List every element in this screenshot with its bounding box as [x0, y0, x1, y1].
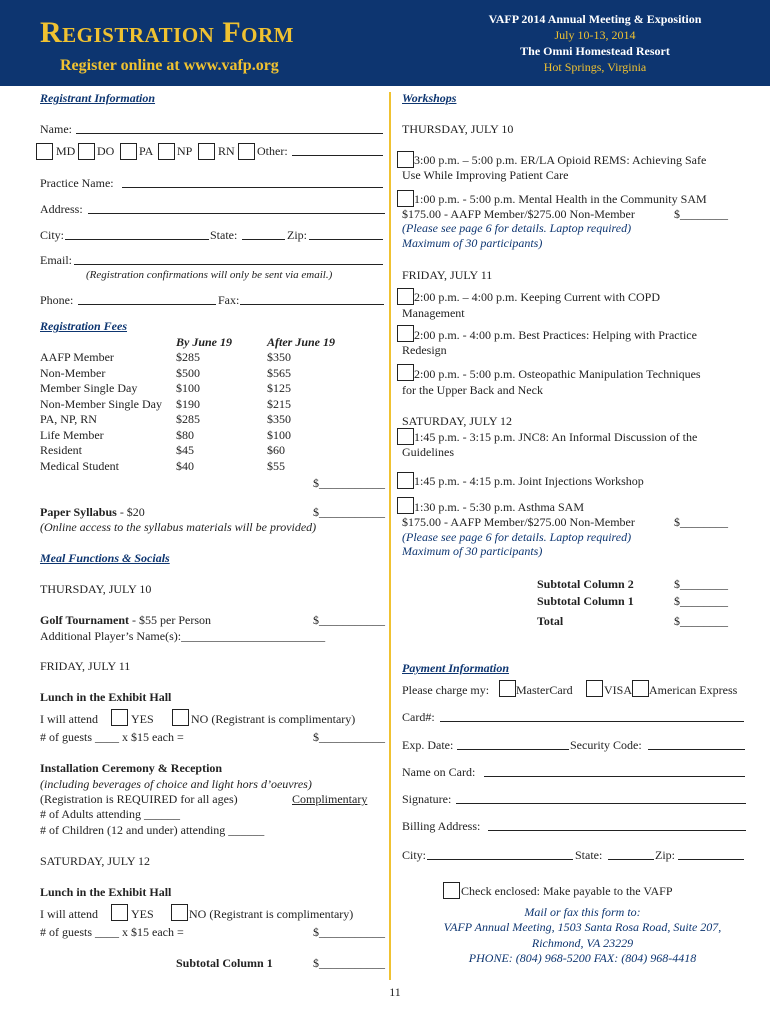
exp-date-field[interactable]	[457, 749, 569, 750]
workshop-osteopathic-line2: for the Upper Back and Neck	[402, 383, 543, 397]
workshop-mental-health-note: (Please see page 6 for details. Laptop required)	[402, 221, 632, 235]
fee-row-late: $125	[267, 381, 291, 395]
do-label: DO	[97, 144, 115, 158]
friday-guests-total[interactable]: $___________	[313, 730, 385, 744]
practice-field[interactable]	[122, 187, 383, 188]
workshop-opioid-checkbox[interactable]	[397, 151, 414, 168]
workshop-asthma-max: Maximum of 30 participants)	[402, 544, 543, 558]
check-enclosed-checkbox[interactable]	[443, 882, 460, 899]
name-field[interactable]	[76, 133, 383, 134]
workshop-mental-health-line1: 1:00 p.m. - 5:00 p.m. Mental Health in the Community SAM	[414, 192, 707, 206]
workshop-jnc8-checkbox[interactable]	[397, 428, 414, 445]
workshop-asthma-line1: 1:30 p.m. - 5:30 p.m. Asthma SAM	[414, 500, 585, 514]
friday-no-checkbox[interactable]	[172, 709, 189, 726]
card-number-field[interactable]	[440, 721, 744, 722]
syllabus-field[interactable]: $___________	[313, 505, 385, 519]
fee-row-early: $190	[176, 397, 200, 411]
phone-field[interactable]	[78, 304, 216, 305]
fee-row-early: $40	[176, 459, 194, 473]
exp-date-label: Exp. Date:	[402, 738, 454, 752]
state-field[interactable]	[242, 239, 285, 240]
fee-row-early: $80	[176, 428, 194, 442]
md-label: MD	[56, 144, 76, 158]
security-code-label: Security Code:	[570, 738, 642, 752]
subtotal-column-2-label: Subtotal Column 2	[537, 577, 634, 591]
meals-thursday: THURSDAY, JULY 10	[40, 582, 152, 596]
payment-state-label: State:	[575, 848, 603, 862]
meals-saturday: SATURDAY, JULY 12	[40, 854, 151, 868]
workshop-copd-checkbox[interactable]	[397, 288, 414, 305]
syllabus-price: - $20	[116, 505, 145, 519]
np-checkbox[interactable]	[158, 143, 175, 160]
visa-label: VISA	[604, 683, 633, 697]
workshop-asthma-checkbox[interactable]	[397, 497, 414, 514]
form-title: Registration Form	[40, 16, 294, 49]
fee-row-late: $215	[267, 397, 291, 411]
mastercard-label: MasterCard	[516, 683, 573, 697]
check-enclosed-label: Check enclosed: Make payable to the VAFP	[461, 884, 673, 898]
workshop-asthma-note: (Please see page 6 for details. Laptop required)	[402, 530, 632, 544]
page-number: 11	[389, 985, 401, 999]
ceremony-note: (including beverages of choice and light hors d’oeuvres)	[40, 777, 312, 791]
registrant-heading: Registrant Information	[40, 91, 156, 105]
payment-city-field[interactable]	[427, 859, 573, 860]
event-location: Hot Springs, Virginia	[543, 60, 647, 74]
practice-label: Practice Name:	[40, 176, 114, 190]
address-label: Address:	[40, 202, 83, 216]
subtotal-column-1-label: Subtotal Column 1	[176, 956, 273, 970]
saturday-attend-label: I will attend	[40, 907, 98, 921]
additional-players-field[interactable]: Additional Player’s Name(s):________________________	[40, 629, 326, 643]
other-label: Other:	[257, 144, 288, 158]
saturday-guests-total[interactable]: $___________	[313, 925, 385, 939]
golf-label: Golf Tournament	[40, 613, 130, 627]
payment-city-label: City:	[402, 848, 427, 862]
saturday-no-checkbox[interactable]	[171, 904, 188, 921]
city-field[interactable]	[65, 239, 209, 240]
other-field[interactable]	[292, 155, 383, 156]
workshops-heading: Workshops	[402, 91, 457, 105]
state-label: State:	[210, 228, 238, 242]
workshop-mental-health-checkbox[interactable]	[397, 190, 414, 207]
fee-row-label: Member Single Day	[40, 381, 138, 395]
fee-row-early: $285	[176, 350, 200, 364]
phone-label: Phone:	[40, 293, 74, 307]
subtotal-column-1-field[interactable]: $___________	[313, 956, 385, 970]
event-dates: July 10-13, 2014	[554, 28, 636, 42]
fee-row-late: $60	[267, 443, 285, 457]
workshop-opioid-line1: 3:00 p.m. – 5:00 p.m. ER/LA Opioid REMS: Achieving Safe	[414, 153, 707, 167]
fees-heading: Registration Fees	[40, 319, 128, 333]
friday-attend-label: I will attend	[40, 712, 98, 726]
workshop-asthma-price: $175.00 - AAFP Member/$275.00 Non-Member	[402, 515, 635, 529]
fee-row-label: Resident	[40, 443, 82, 457]
fee-row-label: PA, NP, RN	[40, 412, 97, 426]
fee-row-late: $350	[267, 350, 291, 364]
header-banner	[0, 0, 770, 86]
total-field[interactable]: $________	[674, 614, 728, 628]
syllabus-label: Paper Syllabus	[40, 505, 117, 519]
fee-row-label: Medical Student	[40, 459, 119, 473]
fee-row-late: $565	[267, 366, 291, 380]
email-note: (Registration confirmations will only be sent via email.)	[86, 269, 333, 281]
charge-label: Please charge my:	[402, 683, 490, 697]
fee-row-early: $45	[176, 443, 194, 457]
fees-total-field[interactable]: $___________	[313, 476, 385, 490]
workshop-mental-health-max: Maximum of 30 participants)	[402, 236, 543, 250]
fee-row-label: Life Member	[40, 428, 104, 442]
workshop-jnc8-line1: 1:45 p.m. - 3:15 p.m. JNC8: An Informal Discussion of the	[414, 430, 698, 444]
register-online-link[interactable]: Register online at www.vafp.org	[60, 57, 279, 74]
golf-field[interactable]: $___________	[313, 613, 385, 627]
workshop-joint-checkbox[interactable]	[397, 472, 414, 489]
zip-field[interactable]	[309, 239, 383, 240]
city-label: City:	[40, 228, 65, 242]
email-label: Email:	[40, 253, 72, 267]
fee-row-label: AAFP Member	[40, 350, 114, 364]
workshop-mental-health-price: $175.00 - AAFP Member/$275.00 Non-Member	[402, 207, 635, 221]
saturday-lunch-label: Lunch in the Exhibit Hall	[40, 885, 172, 899]
card-number-label: Card#:	[402, 710, 435, 724]
mail-contact: PHONE: (804) 968-5200 FAX: (804) 968-4418	[468, 951, 697, 965]
subtotal-column-1-summary-label: Subtotal Column 1	[537, 594, 634, 608]
workshop-mental-health-field[interactable]: $________	[674, 207, 728, 221]
subtotal-column-2-field[interactable]: $________	[674, 577, 728, 591]
adults-field[interactable]: # of Adults attending ______	[40, 807, 180, 821]
email-field[interactable]	[74, 264, 383, 265]
friday-yes-checkbox[interactable]	[111, 709, 128, 726]
ceremony-required: (Registration is REQUIRED for all ages)	[40, 792, 238, 806]
md-checkbox[interactable]	[36, 143, 53, 160]
workshop-copd-line1: 2:00 p.m. – 4:00 p.m. Keeping Current with COPD	[414, 290, 660, 304]
mail-address-line1: VAFP Annual Meeting, 1503 Santa Rosa Road, Suite 207,	[443, 920, 722, 934]
rn-checkbox[interactable]	[198, 143, 215, 160]
workshop-practice-line1: 2:00 p.m. - 4:00 p.m. Best Practices: Helping with Practice	[414, 328, 697, 342]
workshop-joint-line1: 1:45 p.m. - 4:15 p.m. Joint Injections Workshop	[414, 474, 644, 488]
event-venue: The Omni Homestead Resort	[520, 44, 670, 58]
saturday-guests-field[interactable]: # of guests ____ x $15 each =	[40, 925, 184, 939]
workshop-practice-checkbox[interactable]	[397, 325, 414, 342]
mastercard-checkbox[interactable]	[499, 680, 516, 697]
rn-label: RN	[218, 144, 235, 158]
fee-row-late: $350	[267, 412, 291, 426]
amex-checkbox[interactable]	[632, 680, 649, 697]
friday-yes-label: YES	[131, 712, 154, 726]
fee-row-label: Non-Member	[40, 366, 106, 380]
np-label: NP	[177, 144, 193, 158]
fees-col-early: By June 19	[176, 335, 233, 349]
zip-label: Zip:	[287, 228, 307, 242]
fee-row-late: $55	[267, 459, 285, 473]
friday-lunch-label: Lunch in the Exhibit Hall	[40, 690, 172, 704]
fee-row-late: $100	[267, 428, 291, 442]
golf-price: - $55 per Person	[129, 613, 211, 627]
do-checkbox[interactable]	[78, 143, 95, 160]
signature-field[interactable]	[456, 803, 746, 804]
fee-row-early: $100	[176, 381, 200, 395]
children-field[interactable]: # of Children (12 and under) attending ______	[40, 823, 265, 837]
fax-label: Fax:	[218, 293, 240, 307]
workshops-thursday: THURSDAY, JULY 10	[402, 122, 514, 136]
ceremony-label: Installation Ceremony & Reception	[40, 761, 223, 775]
workshops-saturday: SATURDAY, JULY 12	[402, 414, 513, 428]
workshop-copd-line2: Management	[402, 306, 465, 320]
mail-instructions: Mail or fax this form to:	[524, 905, 641, 919]
workshop-osteopathic-line1: 2:00 p.m. - 5:00 p.m. Osteopathic Manipulation Techniques	[414, 367, 701, 381]
security-code-field[interactable]	[648, 749, 745, 750]
subtotal-column-1-summary-field[interactable]: $________	[674, 594, 728, 608]
workshop-practice-line2: Redesign	[402, 343, 447, 357]
name-on-card-label: Name on Card:	[402, 765, 476, 779]
saturday-yes-label: YES	[131, 907, 154, 921]
fax-field[interactable]	[240, 304, 384, 305]
saturday-no-label: NO (Registrant is complimentary)	[189, 907, 354, 921]
address-field[interactable]	[88, 213, 385, 214]
column-divider	[389, 92, 391, 980]
friday-no-label: NO (Registrant is complimentary)	[191, 712, 356, 726]
payment-state-field[interactable]	[608, 859, 654, 860]
ceremony-complimentary: Complimentary	[292, 792, 368, 806]
pa-checkbox[interactable]	[120, 143, 137, 160]
fee-row-early: $500	[176, 366, 200, 380]
mail-address-line2: Richmond, VA 23229	[531, 936, 634, 950]
fee-row-early: $285	[176, 412, 200, 426]
workshop-jnc8-line2: Guidelines	[402, 445, 454, 459]
amex-label: American Express	[649, 683, 738, 697]
fees-col-late: After June 19	[267, 335, 336, 349]
other-checkbox[interactable]	[238, 143, 255, 160]
fee-row-label: Non-Member Single Day	[40, 397, 162, 411]
total-label: Total	[537, 614, 564, 628]
payment-heading: Payment Information	[402, 661, 510, 675]
saturday-yes-checkbox[interactable]	[111, 904, 128, 921]
billing-address-label: Billing Address:	[402, 819, 481, 833]
billing-address-field[interactable]	[488, 830, 746, 831]
workshops-friday: FRIDAY, JULY 11	[402, 268, 493, 282]
payment-zip-label: Zip:	[655, 848, 675, 862]
name-label: Name:	[40, 122, 72, 136]
friday-guests-field[interactable]: # of guests ____ x $15 each =	[40, 730, 184, 744]
workshop-asthma-field[interactable]: $________	[674, 515, 728, 529]
workshop-opioid-line2: Use While Improving Patient Care	[402, 168, 569, 182]
event-name: VAFP 2014 Annual Meeting & Exposition	[488, 12, 702, 26]
workshop-osteopathic-checkbox[interactable]	[397, 364, 414, 381]
meals-friday: FRIDAY, JULY 11	[40, 659, 131, 673]
syllabus-note: (Online access to the syllabus materials will be provided)	[40, 520, 317, 534]
name-on-card-field[interactable]	[484, 776, 745, 777]
pa-label: PA	[139, 144, 154, 158]
payment-zip-field[interactable]	[678, 859, 744, 860]
visa-checkbox[interactable]	[586, 680, 603, 697]
signature-label: Signature:	[402, 792, 452, 806]
meals-heading: Meal Functions & Socials	[40, 551, 170, 565]
